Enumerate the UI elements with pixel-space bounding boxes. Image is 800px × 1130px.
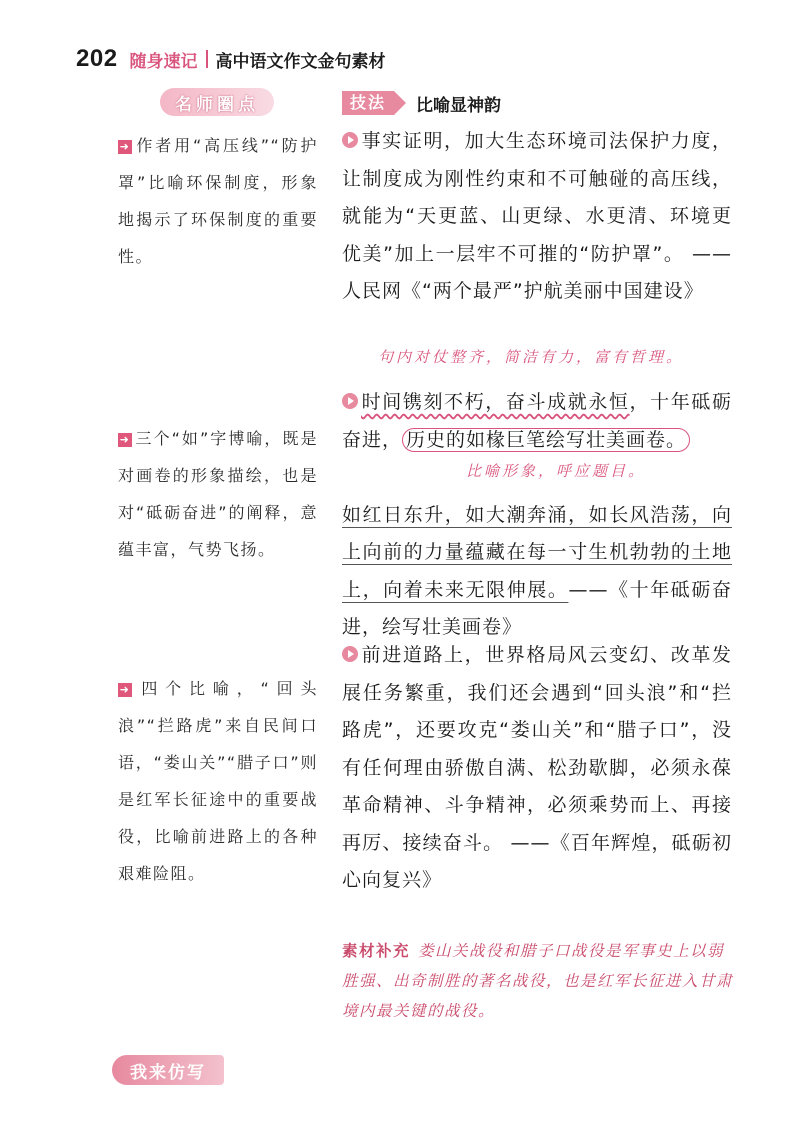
example-3: 前进道路上，世界格局风云变幻、改革发展任务繁重，我们还会遇到“回头浪”和“拦路虎”，还要攻克“娄山关”和“腊子口”，没有任何理由骄傲自满、松劲歇脚，必须永葆革命精神、斗争精神，必须乘势而上、再接再厉、接续奋斗。 ——《百年辉煌，砥砺初心向复兴》 [342,644,732,891]
header-divider [206,50,208,68]
handwritten-note-metaphor: 比喻形象，呼应题目。 [466,462,647,480]
book-title: 高中语文作文金句素材 [215,51,386,72]
play-bullet-icon [342,646,358,662]
technique-name: 比喻显神韵 [416,95,502,116]
underlined-text: 如红日东升，如大潮奔涌，如长风浩荡，向上向前的力量蕴藏在每一寸生机勃勃的土地上，向着未来无限伸展。 [342,503,732,601]
handwritten-note-parallel: 句内对仗整齐，简洁有力，富有哲理。 [378,348,685,366]
arrow-icon: ➜ [119,140,131,153]
material-supplement: 素材补充 娄山关战役和腊子口战役是军事史上以弱胜强、出奇制胜的著名战役，也是红军长征进入甘肃境内最关键的战役。 [342,941,734,1020]
series-name: 随身速记 [129,51,198,72]
supplement-label: 素材补充 [342,941,411,960]
page-header [76,44,386,74]
technique-heading [342,90,501,116]
note-1: ➜ 作者用“高压线”“防护罩”比喻环保制度，形象地揭示了环保制度的重要性。 [118,136,318,266]
wavy-underlined-text: 时间镌刻不朽，奋斗成就永恒 [361,391,630,413]
example-2: 时间镌刻不朽，奋斗成就永恒，十年砥砺奋进， 历史的如椽巨笔绘写壮美画卷。 如红日东升，如大潮奔涌，如长风浩荡，向上向前的力量蕴藏在每一寸生机勃勃的土地上，向着未来无限伸展。——《十年砥砺奋进，绘写壮美画卷》 [342,391,732,638]
arrow-icon: ➜ [119,683,131,696]
example-1: 事实证明，加大生态环境司法保护力度，让制度成为刚性约束和不可触碰的高压线，就能为“天更蓝、山更绿、水更清、环境更优美”加上一层牢不可摧的“防护罩”。 ——人民网《“两个最严”护航美丽中国建设》 [342,130,732,302]
technique-tag: 技法 [342,91,394,115]
note-3: ➜ 四个比喻，“回头浪”“拦路虎”来自民间口语，“娄山关”“腊子口”则是红军长征途中的重要战役，比喻前进路上的各种艰难险阻。 [118,679,318,883]
arrow-icon: ➜ [119,433,131,446]
play-bullet-icon [342,393,358,409]
play-bullet-icon [342,132,358,148]
teacher-comment-label: 名师圈点 [160,88,274,116]
circled-text: 历史的如椽巨笔绘写壮美画卷。 [402,428,690,452]
note-2: ➜ 三个“如”字博喻，既是对画卷的形象描绘，也是对“砥砺奋进”的阐释，意蕴丰富，气势飞扬。 [118,429,318,559]
page-number: 202 [76,45,118,72]
imitate-writing-label: 我来仿写 [112,1055,224,1085]
